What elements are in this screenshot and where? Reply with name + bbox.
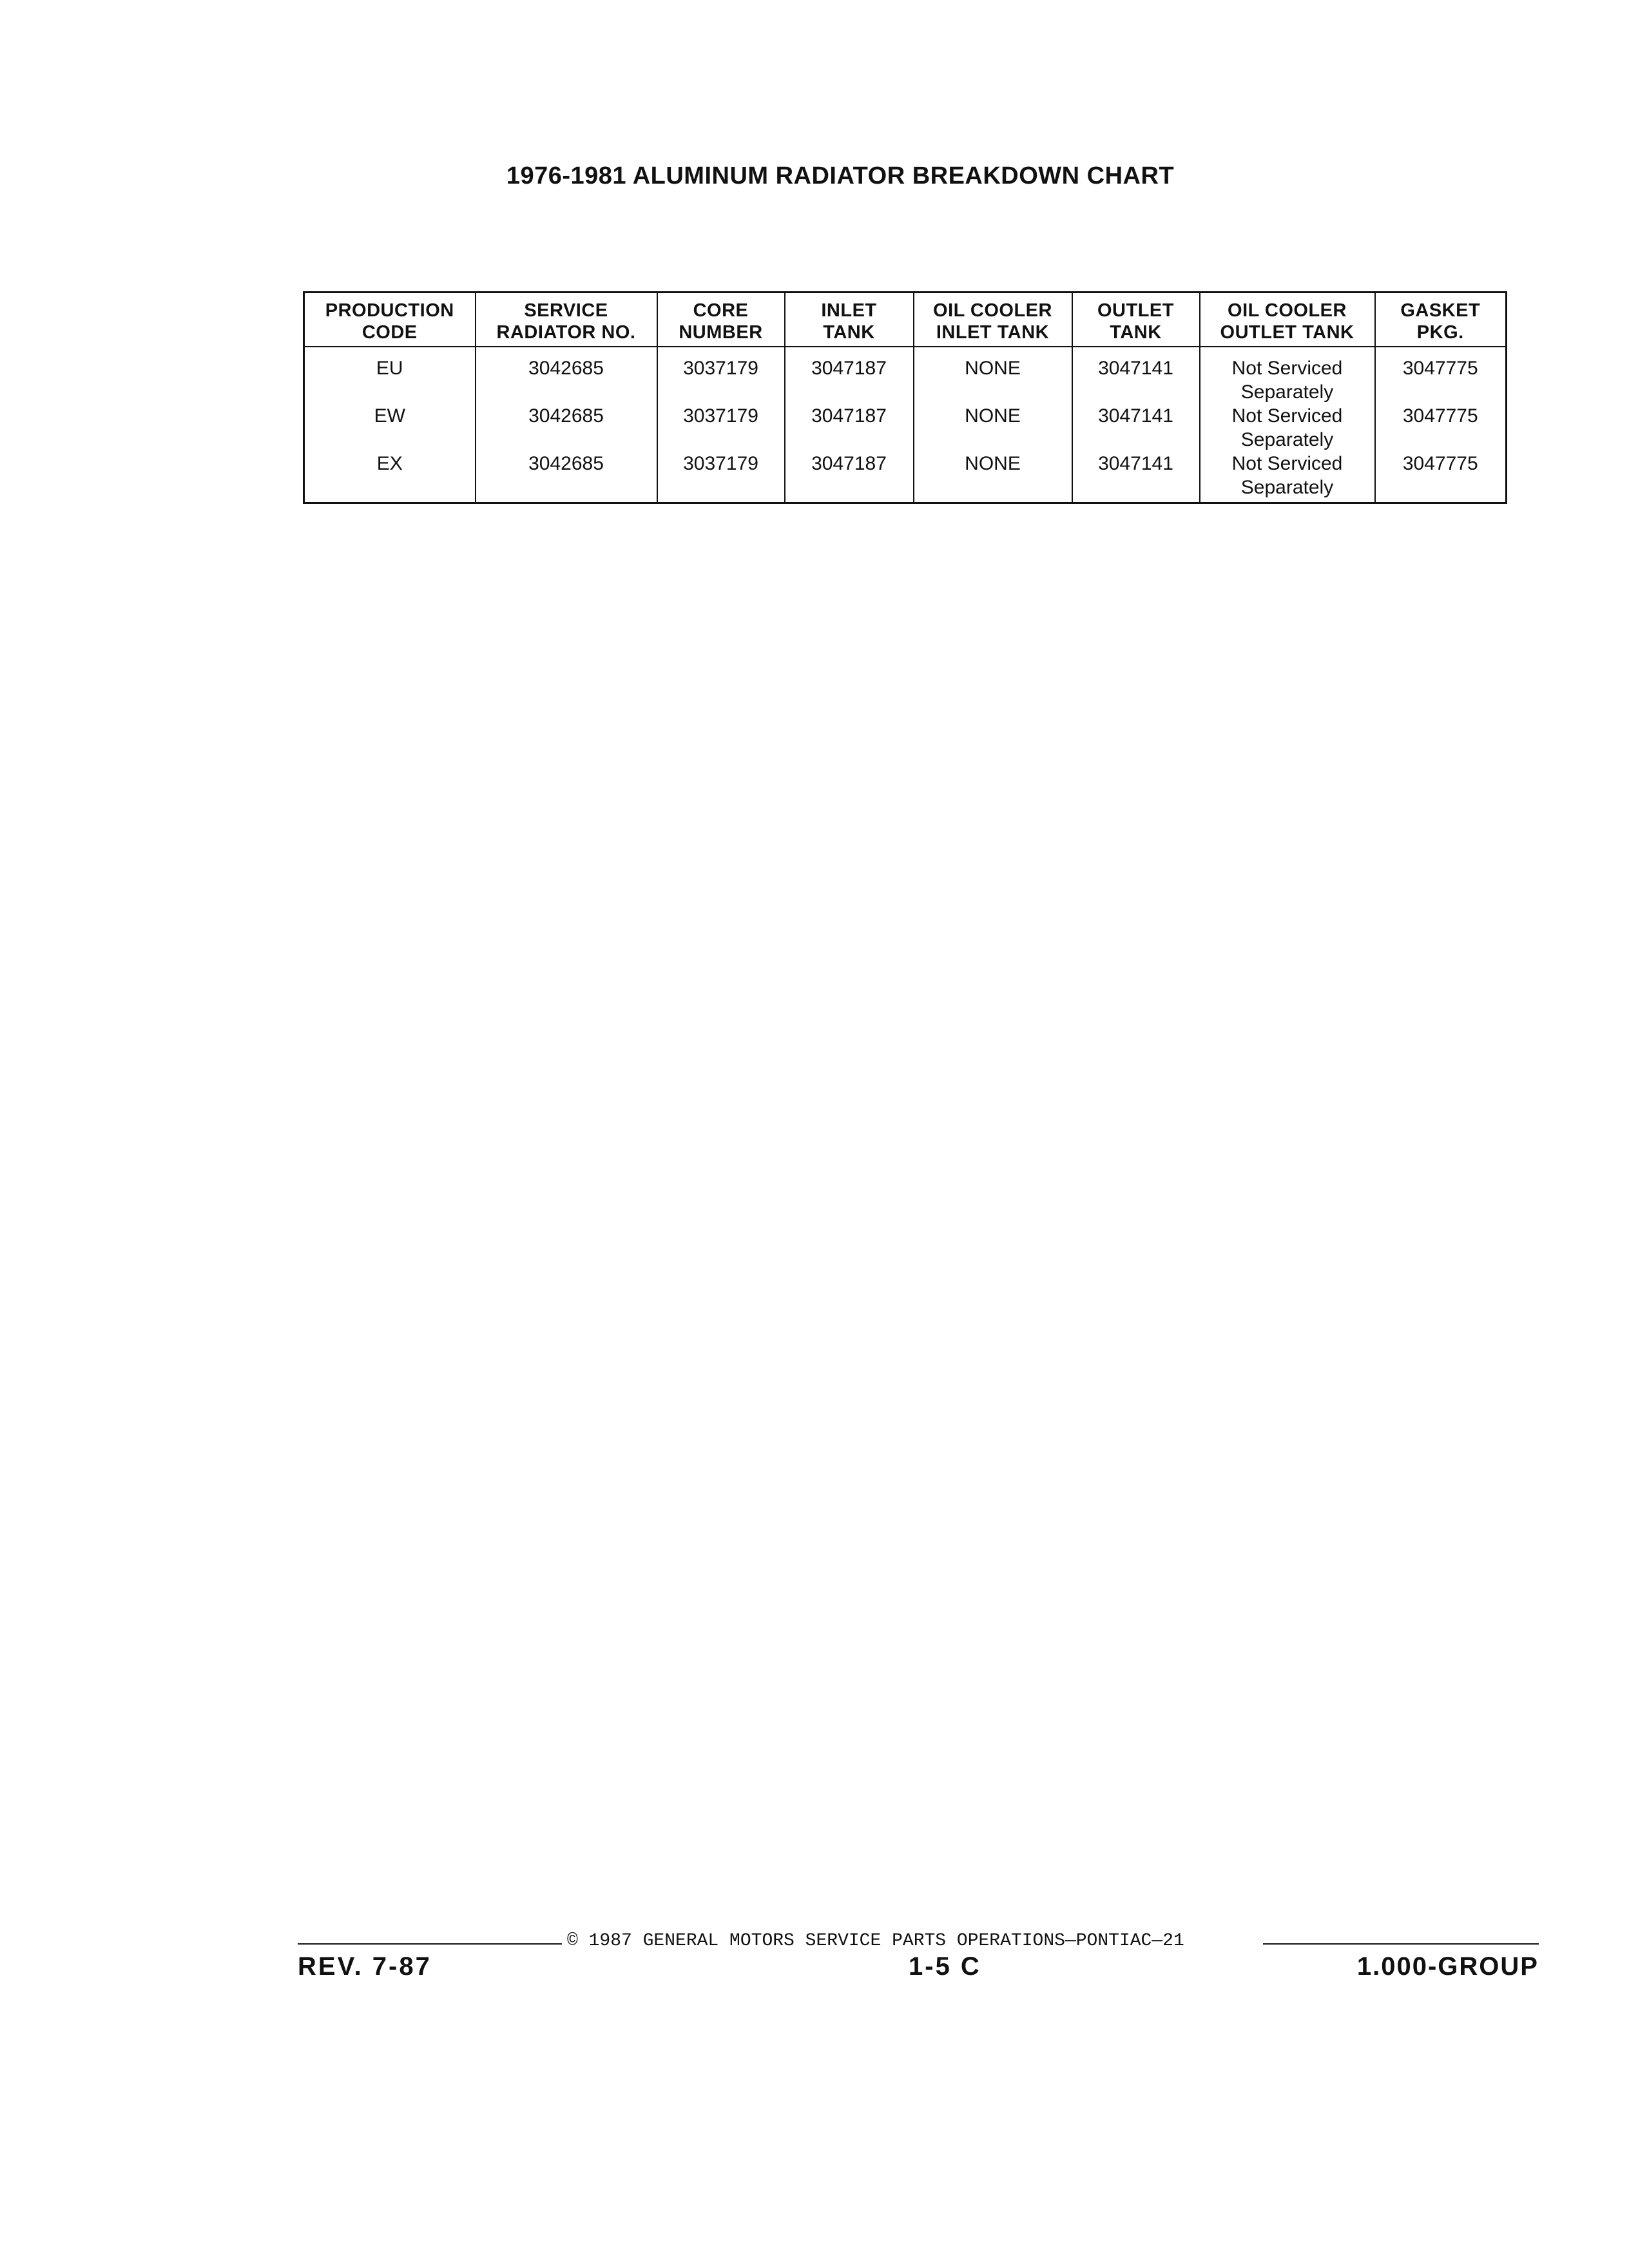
cell-outlet-tank: 3047141 — [1072, 452, 1200, 503]
cell-production-code: EW — [304, 404, 476, 452]
footer-copyright: © 1987 GENERAL MOTORS SERVICE PARTS OPERATIONS—PONTIAC—21 — [567, 1931, 1184, 1951]
footer-rule-left — [298, 1943, 562, 1945]
footer-rule-right — [1263, 1943, 1539, 1945]
cell-core-number: 3037179 — [657, 347, 785, 404]
footer-group: 1.000-GROUP — [1356, 1952, 1539, 1981]
cell-gasket-pkg: 3047775 — [1375, 452, 1507, 503]
table-row — [304, 404, 1507, 452]
footer-revision: REV. 7-87 — [298, 1952, 432, 1981]
cell-service-radiator-no: 3042685 — [476, 452, 657, 503]
cell-inlet-tank: 3047187 — [785, 404, 914, 452]
header-outlet-tank: OUTLET TANK — [1072, 293, 1200, 347]
cell-core-number: 3037179 — [657, 452, 785, 503]
table-row — [304, 347, 1507, 404]
header-service-radiator-no: SERVICE RADIATOR NO. — [476, 293, 657, 347]
cell-oil-cooler-inlet-tank: NONE — [914, 452, 1072, 503]
footer-page-number: 1-5 C — [909, 1952, 981, 1981]
header-oil-cooler-outlet-tank: OIL COOLER OUTLET TANK — [1200, 293, 1375, 347]
cell-service-radiator-no: 3042685 — [476, 347, 657, 404]
cell-core-number: 3037179 — [657, 404, 785, 452]
header-gasket-pkg: GASKET PKG. — [1375, 293, 1507, 347]
cell-oil-cooler-inlet-tank: NONE — [914, 404, 1072, 452]
cell-oil-cooler-inlet-tank: NONE — [914, 347, 1072, 404]
cell-outlet-tank: 3047141 — [1072, 404, 1200, 452]
cell-oil-cooler-outlet-tank: Not Serviced Separately — [1200, 347, 1375, 404]
cell-outlet-tank: 3047141 — [1072, 347, 1200, 404]
cell-inlet-tank: 3047187 — [785, 347, 914, 404]
table-row — [304, 452, 1507, 503]
cell-gasket-pkg: 3047775 — [1375, 404, 1507, 452]
cell-oil-cooler-outlet-tank: Not Serviced Separately — [1200, 452, 1375, 503]
header-oil-cooler-inlet-tank: OIL COOLER INLET TANK — [914, 293, 1072, 347]
table-header-row — [304, 293, 1507, 347]
cell-inlet-tank: 3047187 — [785, 452, 914, 503]
header-production-code: PRODUCTION CODE — [304, 293, 476, 347]
cell-service-radiator-no: 3042685 — [476, 404, 657, 452]
header-inlet-tank: INLET TANK — [785, 293, 914, 347]
page-title: 1976-1981 ALUMINUM RADIATOR BREAKDOWN CHART — [506, 162, 1175, 189]
radiator-breakdown-table — [303, 291, 1507, 504]
cell-production-code: EU — [304, 347, 476, 404]
cell-production-code: EX — [304, 452, 476, 503]
cell-oil-cooler-outlet-tank: Not Serviced Separately — [1200, 404, 1375, 452]
header-core-number: CORE NUMBER — [657, 293, 785, 347]
cell-gasket-pkg: 3047775 — [1375, 347, 1507, 404]
